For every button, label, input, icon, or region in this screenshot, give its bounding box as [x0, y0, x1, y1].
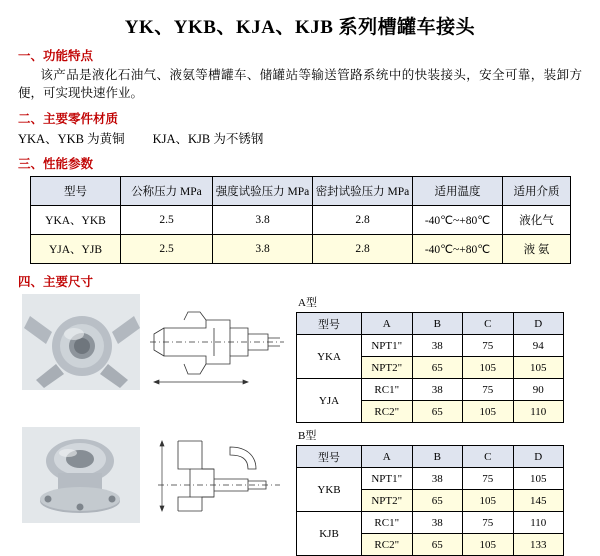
spec-header-cell: 型号 — [31, 177, 121, 206]
spec-cell: -40℃~+80℃ — [413, 206, 503, 235]
dim-cell: 133 — [513, 534, 564, 556]
material-brass: YKA、YKB 为黄铜 — [18, 132, 125, 147]
dim-cell: 38 — [412, 335, 463, 357]
section-1-heading: 一、功能特点 — [18, 49, 94, 63]
spec-cell: 3.8 — [213, 206, 313, 235]
dim-cell: 105 — [463, 534, 514, 556]
table-row — [297, 468, 564, 490]
dim-header-cell: C — [463, 446, 514, 468]
material-steel: KJA、KJB 为不锈钢 — [152, 132, 264, 147]
dim-cell: 65 — [412, 401, 463, 423]
dim-cell: 75 — [463, 379, 514, 401]
section-1-text: 该产品是液化石油气、液氨等槽罐车、储罐站等输送管路系统中的快装接头，安全可靠，装卸方便，可实现快速作业。 — [18, 68, 582, 101]
dim-cell: 145 — [513, 490, 564, 512]
dimension-table-a-wrap — [296, 294, 564, 423]
coupling-photo-a — [22, 294, 140, 390]
dim-cell: 105 — [513, 357, 564, 379]
coupling-photo-b — [22, 427, 140, 523]
dim-model-cell: YKA — [297, 335, 362, 379]
dim-header-row — [297, 446, 564, 468]
spec-cell: 3.8 — [213, 235, 313, 264]
dimension-block-b — [22, 427, 600, 556]
section-4-heading: 四、主要尺寸 — [18, 275, 94, 290]
spec-cell: 2.5 — [121, 235, 213, 264]
dim-header-cell: A — [362, 313, 413, 335]
spec-cell: YJA、YJB — [31, 235, 121, 264]
dim-model-cell: KJB — [297, 512, 362, 556]
spec-header-cell: 密封试验压力 MPa — [313, 177, 413, 206]
figure-pair-b — [22, 427, 292, 523]
dim-cell: 105 — [463, 357, 514, 379]
spec-table — [30, 176, 571, 264]
spec-header-cell: 适用介质 — [503, 177, 571, 206]
spec-cell: YKA、YKB — [31, 206, 121, 235]
dim-cell: 105 — [463, 401, 514, 423]
coupling-drawing-a-graphic — [144, 294, 286, 390]
section-1-body — [18, 66, 582, 102]
dim-cell: NPT1" — [362, 468, 413, 490]
dimension-blocks — [0, 294, 600, 556]
spec-header-cell: 强度试验压力 MPa — [213, 177, 313, 206]
dimension-table-a-label: A型 — [298, 297, 317, 310]
section-2-body — [18, 129, 600, 147]
dim-cell: 75 — [463, 335, 514, 357]
dim-header-row — [297, 313, 564, 335]
coupling-photo-a-graphic — [22, 294, 140, 390]
coupling-drawing-b-graphic — [144, 427, 286, 523]
spec-cell: 液化气 — [503, 206, 571, 235]
dimension-table-b — [296, 445, 564, 556]
dim-cell: NPT1" — [362, 335, 413, 357]
table-row — [31, 206, 571, 235]
section-2-heading: 二、主要零件材质 — [18, 112, 119, 127]
dim-header-cell: 型号 — [297, 313, 362, 335]
dim-cell: 38 — [412, 468, 463, 490]
dim-cell: RC1" — [362, 379, 413, 401]
spec-header-cell: 公称压力 MPa — [121, 177, 213, 206]
spec-cell: 2.8 — [313, 235, 413, 264]
dim-header-cell: D — [513, 446, 564, 468]
dim-header-cell: A — [362, 446, 413, 468]
dim-cell: 105 — [463, 490, 514, 512]
dim-header-cell: D — [513, 313, 564, 335]
dim-cell: RC2" — [362, 534, 413, 556]
dim-cell: 110 — [513, 401, 564, 423]
spec-header-cell: 适用温度 — [413, 177, 503, 206]
page-title: YK、YKB、KJA、KJB 系列槽罐车接头 — [124, 17, 476, 38]
dimension-table-b-label: B型 — [298, 430, 317, 443]
dimension-table-b-wrap — [296, 427, 564, 556]
dim-cell: 38 — [412, 512, 463, 534]
dim-cell: RC1" — [362, 512, 413, 534]
dimension-table-a — [296, 312, 564, 423]
section-3-heading: 三、性能参数 — [18, 157, 94, 172]
coupling-drawing-a — [144, 294, 286, 390]
dim-cell: 105 — [513, 468, 564, 490]
coupling-drawing-b — [144, 427, 286, 523]
dim-model-cell: YKB — [297, 468, 362, 512]
dim-header-cell: C — [463, 313, 514, 335]
dim-cell: NPT2" — [362, 490, 413, 512]
spec-cell: 2.5 — [121, 206, 213, 235]
dim-cell: 75 — [463, 468, 514, 490]
spec-cell: 2.8 — [313, 206, 413, 235]
dim-cell: 38 — [412, 379, 463, 401]
dim-cell: 94 — [513, 335, 564, 357]
spec-cell: 液 氨 — [503, 235, 571, 264]
dimension-block-a — [22, 294, 600, 423]
dim-cell: 65 — [412, 357, 463, 379]
dim-cell: 75 — [463, 512, 514, 534]
dim-model-cell: YJA — [297, 379, 362, 423]
coupling-photo-b-graphic — [22, 427, 140, 523]
dim-cell: 65 — [412, 534, 463, 556]
table-row — [31, 235, 571, 264]
dim-cell: NPT2" — [362, 357, 413, 379]
dim-header-cell: B — [412, 446, 463, 468]
dim-header-cell: B — [412, 313, 463, 335]
table-row — [297, 512, 564, 534]
table-row — [297, 379, 564, 401]
dim-cell: 65 — [412, 490, 463, 512]
dim-cell: 110 — [513, 512, 564, 534]
dim-cell: 90 — [513, 379, 564, 401]
dim-cell: RC2" — [362, 401, 413, 423]
spec-cell: -40℃~+80℃ — [413, 235, 503, 264]
dim-header-cell: 型号 — [297, 446, 362, 468]
spec-table-header-row — [31, 177, 571, 206]
figure-pair-a — [22, 294, 292, 390]
table-row — [297, 335, 564, 357]
